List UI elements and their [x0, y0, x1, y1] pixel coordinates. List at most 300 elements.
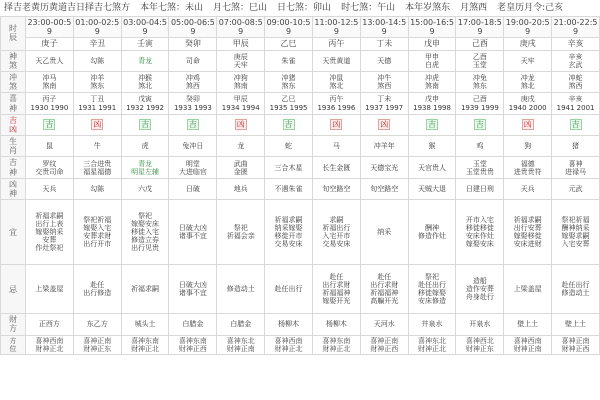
yi-line: 修造作灶	[418, 232, 447, 241]
table-row-fangwei	[1, 335, 600, 354]
caishen-dir: 财神正北	[35, 344, 64, 353]
ji-line: 出行求财	[322, 281, 351, 290]
jishen-cell-9	[456, 157, 504, 178]
shensha-line: 辛亥	[568, 52, 583, 61]
shensha-cell-0	[26, 50, 74, 71]
status-badge: 吉	[141, 120, 150, 130]
xishen-years: 1931 1991	[78, 103, 117, 112]
ji-line: 修造动土	[226, 285, 255, 294]
shengxiao-cell-3: 兔冲日	[169, 136, 217, 157]
xishen-dir: 喜神东北	[418, 336, 447, 345]
xishen-dir: 喜神正南	[561, 336, 590, 345]
jishen-cell-5	[265, 157, 313, 178]
xishen-gz: 甲辰	[233, 95, 248, 104]
xishen-years: 1939 1999	[460, 103, 499, 112]
shensha-cell-7	[360, 50, 408, 71]
jishen-line2: 大进临官	[178, 167, 207, 176]
shensha-line2: 白虎	[425, 60, 440, 69]
xiongshen-cell-4: 地兵	[217, 178, 265, 199]
yi-line: 祈福求嗣	[513, 216, 542, 225]
table-row-shensha	[1, 50, 600, 71]
jishen-line: 长生金匮	[322, 163, 351, 172]
yi-line: 出行见贵	[131, 244, 160, 253]
jishen-line: 喜神	[568, 159, 583, 168]
table-row-xiongshen	[1, 178, 600, 199]
table-row-hour	[1, 17, 600, 38]
caifang-cell-1: 东乙方	[73, 314, 121, 335]
shengxiao-cell-1: 牛	[73, 136, 121, 157]
yi-line: 开市入宅	[465, 216, 494, 225]
jishen-cell-11	[552, 157, 600, 178]
yi-line: 祭祀祈福	[561, 216, 590, 225]
caifang-cell-10: 壁上土	[504, 314, 552, 335]
xishen-years: 1938 1998	[413, 103, 451, 112]
shensha-line: 青龙	[138, 56, 153, 65]
jixiong-cell-7	[360, 114, 408, 135]
xishen-cell-8	[408, 93, 456, 114]
status-badge: 凶	[523, 120, 532, 130]
shengxiao-cell-10: 狗	[504, 136, 552, 157]
sha-text: 煞南	[425, 82, 440, 91]
ji-line: 嫁娶开光	[322, 297, 351, 306]
yi-line: 酬神纳采	[561, 224, 590, 233]
yi-cell-1	[73, 200, 121, 265]
chong-text: 冲鸡	[185, 74, 200, 83]
yi-line: 出行安葬	[513, 224, 542, 233]
jishen-line: 罗纹	[42, 159, 57, 168]
table-row-ganzhi	[1, 38, 600, 50]
shengxiao-cell-11: 猪	[552, 136, 600, 157]
jixiong-cell-5	[265, 114, 313, 135]
caishen-dir: 财神正北	[274, 344, 303, 353]
fangwei-cell-6	[312, 335, 360, 354]
xishen-gz: 乙巳	[281, 95, 296, 104]
sha-text: 煞西	[185, 82, 200, 91]
shensha-line: 司命	[185, 56, 200, 65]
jishen-cell-2	[121, 157, 169, 178]
yi-line: 酬神	[425, 224, 440, 233]
jishen-line2: 进贵贵符	[513, 167, 542, 176]
xishen-years: 1941 2001	[556, 103, 595, 112]
ji-line: 上梁盖屋	[35, 285, 64, 294]
caishen-dir: 财神正南	[226, 344, 255, 353]
yi-line: 移徙移徙	[465, 224, 494, 233]
yi-line: 诸事不宜	[178, 232, 207, 241]
yi-line: 安床进财	[513, 240, 542, 249]
ji-line: 赴任出行	[274, 285, 303, 294]
ganzhi-cell-6: 丙午	[312, 38, 360, 50]
jixiong-cell-4	[217, 114, 265, 135]
ganzhi-cell-1: 辛丑	[73, 38, 121, 50]
caifang-cell-2: 城头土	[121, 314, 169, 335]
ji-cell-4	[217, 265, 265, 314]
caishen-dir: 财神正北	[322, 344, 351, 353]
sha-text: 煞东	[90, 82, 105, 91]
jixiong-cell-1	[73, 114, 121, 135]
chong-text: 冲猴	[138, 74, 153, 83]
row-label-xiongshen: 凶 神	[1, 178, 26, 199]
row-label-jishen: 吉 神	[1, 157, 26, 178]
jishen-cell-4	[217, 157, 265, 178]
xishen-gz: 丁丑	[90, 95, 105, 104]
jishen-line: 福德	[520, 159, 535, 168]
yi-line: 作灶祭祀	[35, 244, 64, 253]
ji-cell-3	[169, 265, 217, 314]
xishen-cell-5	[265, 93, 313, 114]
yi-line: 交易安床	[322, 240, 351, 249]
ji-line: 舟身赴行	[465, 293, 494, 302]
header-year-shaq: 本年七煞：未山	[140, 3, 204, 13]
yi-line: 安葬求财	[83, 232, 112, 241]
shensha-line: 天乙贵人	[35, 56, 64, 65]
status-badge: 吉	[45, 120, 54, 130]
row-label-shensha: 神 煞	[1, 50, 26, 71]
fangwei-cell-5	[265, 335, 313, 354]
table-row-yi	[1, 200, 600, 265]
ji-cell-5	[265, 265, 313, 314]
shengxiao-cell-8: 猴	[408, 136, 456, 157]
fangwei-cell-0	[26, 335, 74, 354]
yi-line: 嫁娶移徙	[513, 232, 542, 241]
chongsha-cell-2	[121, 71, 169, 92]
xishen-dir: 喜神东南	[322, 336, 351, 345]
jishen-cell-3	[169, 157, 217, 178]
table-row-jishen	[1, 157, 600, 178]
row-label-shichen: 时 辰	[1, 17, 26, 51]
chong-text: 冲猪	[281, 74, 296, 83]
shensha-line2: 玉堂	[472, 60, 487, 69]
caifang-cell-0: 正西方	[26, 314, 74, 335]
shengxiao-cell-2: 虎	[121, 136, 169, 157]
xishen-dir: 喜神西南	[274, 336, 303, 345]
chong-text: 冲蛇	[568, 74, 583, 83]
header-title: 择吉老黄历黄道吉日择吉七煞方	[4, 3, 131, 13]
yi-cell-0	[26, 200, 74, 265]
ji-cell-8	[408, 265, 456, 314]
xishen-years: 1935 1995	[269, 103, 308, 112]
ganzhi-cell-4: 甲辰	[217, 38, 265, 50]
shensha-cell-8	[408, 50, 456, 71]
xishen-years: 1936 1996	[317, 103, 356, 112]
yi-line: 入宅安葬	[561, 240, 590, 249]
status-badge: 吉	[428, 120, 437, 130]
shengxiao-cell-0: 鼠	[26, 136, 74, 157]
yi-line: 移徙开市	[274, 232, 303, 241]
jixiong-cell-11	[552, 114, 600, 135]
jishen-line2: 福星福德	[83, 167, 112, 176]
shensha-cell-11	[552, 50, 600, 71]
yi-cell-5	[265, 200, 313, 265]
chong-text: 冲马	[42, 74, 57, 83]
yi-line: 嫁娶安床	[465, 240, 494, 249]
shensha-line: 天贵黄道	[322, 56, 351, 65]
yi-cell-3	[169, 200, 217, 265]
ji-line: 赴任	[329, 273, 344, 282]
caifang-cell-3: 白腊金	[169, 314, 217, 335]
hour-cell-10: 19:00-20:59	[505, 18, 550, 37]
jixiong-cell-9	[456, 114, 504, 135]
caishen-dir: 财神正西	[561, 344, 590, 353]
shensha-line: 天德	[377, 56, 392, 65]
jishen-line2: 进禄马	[565, 167, 587, 176]
jishen-line: 天德宝光	[370, 163, 399, 172]
ganzhi-cell-5: 乙巳	[265, 38, 313, 50]
ji-cell-10	[504, 265, 552, 314]
ji-line: 造船	[472, 277, 487, 286]
xishen-cell-1	[73, 93, 121, 114]
chong-text: 冲虎	[425, 74, 440, 83]
jishen-line: 三合进贵	[83, 159, 112, 168]
jishen-line: 武曲	[233, 159, 248, 168]
ji-cell-1	[73, 265, 121, 314]
yi-line: 修造立券	[131, 236, 160, 245]
ji-line: 修造动土	[561, 289, 590, 298]
shensha-line: 甲申	[425, 52, 440, 61]
jishen-cell-6	[312, 157, 360, 178]
caifang-cell-4: 白腊金	[217, 314, 265, 335]
fangwei-cell-4	[217, 335, 265, 354]
xishen-dir: 喜神西北	[465, 336, 494, 345]
hour-cell-7: 13:00-14:59	[362, 18, 407, 37]
ji-cell-0	[26, 265, 74, 314]
yi-line: 纳采嫁娶	[274, 224, 303, 233]
xishen-cell-2	[121, 93, 169, 114]
yi-cell-6	[312, 200, 360, 265]
ji-cell-6	[312, 265, 360, 314]
xishen-dir: 喜神东南	[131, 336, 160, 345]
shengxiao-cell-4: 龙	[217, 136, 265, 157]
caifang-cell-11: 壁上土	[552, 314, 600, 335]
jishen-line2: 金匮	[233, 167, 248, 176]
ji-line: 赴任出行	[561, 281, 590, 290]
xishen-years: 1940 2000	[508, 103, 547, 112]
yi-line: 纳采	[377, 228, 392, 237]
table-row-shengxiao	[1, 136, 600, 157]
ji-cell-2	[121, 265, 169, 314]
yi-line: 交易安床	[274, 240, 303, 249]
yi-cell-9	[456, 200, 504, 265]
caifang-cell-7: 天河水	[360, 314, 408, 335]
ganzhi-cell-0: 庚子	[26, 38, 74, 50]
ji-line: 祈福福神	[322, 289, 351, 298]
ganzhi-cell-7: 丁未	[360, 38, 408, 50]
xiongshen-cell-3: 日破	[169, 178, 217, 199]
yi-line: 安床作灶	[465, 232, 494, 241]
sha-text: 煞西	[377, 82, 392, 91]
chongsha-cell-5	[265, 71, 313, 92]
header-month-shaq: 月七煞：巳山	[213, 3, 268, 13]
xishen-dir: 喜神东南	[178, 336, 207, 345]
shensha-cell-6	[312, 50, 360, 71]
chongsha-cell-3	[169, 71, 217, 92]
yi-line: 出行开市	[83, 240, 112, 249]
yi-line: 嫁娶求嗣	[561, 232, 590, 241]
sha-text: 煞北	[138, 82, 153, 91]
sha-text: 煞东	[281, 82, 296, 91]
jishen-cell-0	[26, 157, 74, 178]
xishen-cell-10	[504, 93, 552, 114]
row-label-caifang: 财 方	[1, 314, 26, 335]
chongsha-cell-8	[408, 71, 456, 92]
ganzhi-cell-3: 癸卯	[169, 38, 217, 50]
status-badge: 吉	[571, 120, 580, 130]
fangwei-cell-3	[169, 335, 217, 354]
yi-cell-2	[121, 200, 169, 265]
status-badge: 吉	[284, 120, 293, 130]
caifang-cell-5: 杨柳木	[265, 314, 313, 335]
row-label-xishen: 喜 神	[1, 93, 26, 114]
hour-cell-6: 11:00-12:59	[314, 18, 359, 37]
shensha-line: 天牢	[520, 56, 535, 65]
jixiong-cell-0	[26, 114, 74, 135]
chong-text: 冲羊	[90, 74, 105, 83]
ji-line: 日破大凶	[178, 281, 207, 290]
jishen-line: 天官贵人	[418, 163, 447, 172]
yi-line: 求嗣	[329, 216, 344, 225]
row-label-chongsha: 冲 煞	[1, 71, 26, 92]
header-year-sha-dir: 本年岁煞东	[405, 3, 451, 13]
hour-cell-3: 05:00-06:59	[170, 18, 215, 37]
yi-line: 入宅开市	[322, 232, 351, 241]
xishen-gz: 丁未	[377, 95, 392, 104]
hour-cell-11: 21:00-22:59	[553, 18, 598, 37]
table-row-xishen	[1, 93, 600, 114]
ji-cell-7	[360, 265, 408, 314]
caifang-cell-9: 开泉水	[456, 314, 504, 335]
yi-cell-4	[217, 200, 265, 265]
xishen-gz: 己酉	[472, 95, 487, 104]
yi-line: 安葬	[42, 236, 57, 245]
row-label-ji: 忌	[1, 265, 26, 314]
jixiong-cell-10	[504, 114, 552, 135]
yi-line: 祭祀	[138, 212, 153, 221]
shensha-cell-1	[73, 50, 121, 71]
xishen-cell-3	[169, 93, 217, 114]
xishen-years: 1933 1993	[173, 103, 212, 112]
shensha-cell-10	[504, 50, 552, 71]
status-badge: 吉	[188, 120, 197, 130]
row-label-shengxiao: 生 肖	[1, 136, 26, 157]
ji-line: 赴任	[377, 273, 392, 282]
xishen-years: 1930 1990	[30, 103, 69, 112]
shensha-line2: 玄武	[568, 60, 583, 69]
shensha-line2: 天牢	[233, 60, 248, 69]
yi-line: 祈福出行	[322, 224, 351, 233]
hour-cell-5: 09:00-10:59	[266, 18, 311, 37]
xishen-cell-4	[217, 93, 265, 114]
yi-line: 出行上表	[35, 220, 64, 229]
sha-text: 煞西	[568, 82, 583, 91]
caishen-dir: 财神正西	[178, 344, 207, 353]
shengxiao-cell-9: 鸡	[456, 136, 504, 157]
shensha-line: 乙酉	[472, 52, 487, 61]
row-label-jixiong: 吉 凶	[1, 114, 26, 135]
jishen-cell-1	[73, 157, 121, 178]
yi-line: 祭祀	[233, 224, 248, 233]
status-badge: 凶	[93, 120, 102, 130]
yi-cell-7	[360, 200, 408, 265]
chongsha-cell-1	[73, 71, 121, 92]
caishen-dir: 财神正东	[83, 344, 112, 353]
table-row-chongsha	[1, 71, 600, 92]
jixiong-cell-8	[408, 114, 456, 135]
chong-text: 冲鼠	[329, 74, 344, 83]
xishen-gz: 癸卯	[185, 95, 200, 104]
row-label-fangwei: 方 位	[1, 335, 26, 354]
yi-cell-10	[504, 200, 552, 265]
ganzhi-cell-2: 壬寅	[121, 38, 169, 50]
ji-line: 上梁盖屋	[513, 285, 542, 294]
caishen-dir: 财神正东	[465, 344, 494, 353]
xishen-dir: 喜神西南	[513, 336, 542, 345]
hour-cell-1: 01:00-02:59	[75, 18, 120, 37]
xiongshen-cell-10: 天兵	[504, 178, 552, 199]
xiongshen-cell-1: 勾陈	[73, 178, 121, 199]
status-badge: 凶	[380, 120, 389, 130]
ji-line: 高艑开光	[370, 297, 399, 306]
xishen-years: 1934 1994	[221, 103, 260, 112]
hour-cell-0: 23:00-00:59	[27, 18, 72, 37]
ganzhi-cell-10: 庚戌	[504, 38, 552, 50]
almanac-table	[0, 16, 600, 355]
caifang-cell-6: 杨柳木	[312, 314, 360, 335]
xishen-years: 1937 1997	[365, 103, 404, 112]
jishen-line: 三合木星	[274, 163, 303, 172]
shensha-cell-3	[169, 50, 217, 71]
shensha-line: 庚辰	[233, 52, 248, 61]
sha-text: 煞东	[472, 82, 487, 91]
sha-text: 煞北	[520, 82, 535, 91]
fangwei-cell-8	[408, 335, 456, 354]
yi-line: 嫁娶纳采	[35, 228, 64, 237]
xishen-gz: 庚戌	[520, 95, 535, 104]
ji-line: 赴任	[90, 281, 105, 290]
jishen-line2: 明星左辅	[131, 167, 160, 176]
yi-cell-8	[408, 200, 456, 265]
table-row-ji	[1, 265, 600, 314]
ji-cell-11	[552, 265, 600, 314]
xiongshen-cell-8: 天贼大退	[408, 178, 456, 199]
fangwei-cell-9	[456, 335, 504, 354]
fangwei-cell-7	[360, 335, 408, 354]
ji-line: 造作安葬	[465, 285, 494, 294]
header-hour-shaq: 时七煞：午山	[341, 3, 396, 13]
header-month-ganzhi: 老皇历月令:己亥	[497, 3, 564, 13]
xishen-dir: 喜神西南	[35, 336, 64, 345]
xishen-gz: 辛亥	[568, 95, 583, 104]
ji-line: 出行求财	[370, 281, 399, 290]
xiongshen-cell-5: 不遇朱雀	[265, 178, 313, 199]
ji-line: 移徙嫁娶	[418, 289, 447, 298]
xiongshen-cell-0: 天兵	[26, 178, 74, 199]
caishen-dir: 财神正北	[131, 344, 160, 353]
xishen-gz: 丙午	[329, 95, 344, 104]
yi-line: 嫁娶安床	[131, 220, 160, 229]
chongsha-cell-7	[360, 71, 408, 92]
header-month-sha-dir: 月煞西	[460, 3, 488, 13]
ji-cell-9	[456, 265, 504, 314]
xiongshen-cell-2: 六戊	[121, 178, 169, 199]
ji-line: 出行修造	[83, 289, 112, 298]
xishen-dir: 喜神正南	[370, 336, 399, 345]
jixiong-cell-6	[312, 114, 360, 135]
yi-line: 祭祀祈福	[83, 216, 112, 225]
chongsha-cell-0	[26, 71, 74, 92]
fangwei-cell-1	[73, 335, 121, 354]
fangwei-cell-11	[552, 335, 600, 354]
yi-line: 祈福求嗣	[35, 212, 64, 221]
table-row-jixiong-flag	[1, 114, 600, 135]
